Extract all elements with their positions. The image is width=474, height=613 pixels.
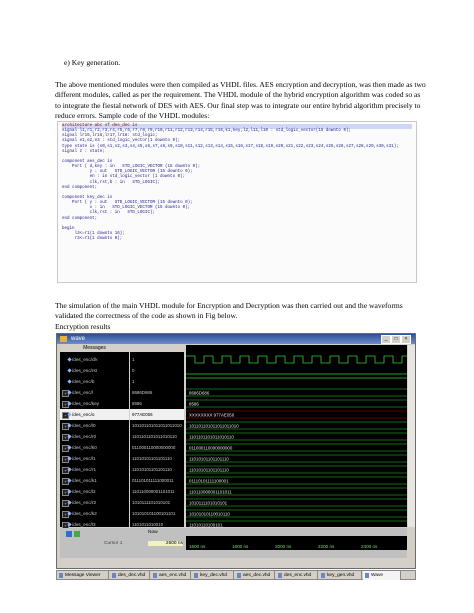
signal-diamond-icon [67, 379, 71, 383]
signal-diamond-icon [67, 511, 71, 515]
bus-value-label: 10101010110010110 [189, 511, 230, 517]
expand-icon[interactable]: + [62, 434, 69, 441]
time-tick-label: 2200 ns [318, 544, 335, 549]
bus-value-label: 11010101101101110 [189, 456, 229, 462]
file-icon [112, 573, 116, 578]
editor-tab[interactable] [192, 571, 234, 580]
expand-icon[interactable]: + [62, 500, 69, 507]
editor-tab[interactable] [276, 571, 318, 580]
signal-name: /des_enc/r0 [72, 434, 97, 439]
code-line: type state is (s0,s1,s2,s3,s4,s5,s6,s7,s8,s9,s10,s11,s12,s13,s14,s15,s16,s17,s18,s19,s20,s21,s22,s23,s24,s25,s26,s27,s28,s29,s30,s31); [62, 144, 399, 149]
signal-diamond-icon [67, 478, 71, 482]
signal-name: /des_enc/k0 [72, 445, 97, 450]
editor-tab[interactable] [319, 571, 362, 580]
signal-name: /des_enc/r2 [72, 500, 97, 505]
tab-label: aes_enc.vhd [159, 573, 187, 578]
time-tick-label: 1800 ns [232, 544, 249, 549]
file-icon [278, 573, 282, 578]
signal-value: 11010101101101110 [132, 467, 172, 472]
minimize-icon[interactable]: _ [381, 335, 391, 344]
paragraph-simulation: The simulation of the main VHDL module for Encryption and Decryption was then carried out and the waveforms validated the correctness of the code as shown in Fig below. [55, 301, 403, 321]
signal-row[interactable] [60, 508, 129, 519]
file-icon [153, 573, 157, 578]
bus-value-label: 11010101101101110 [189, 467, 229, 473]
time-tick-label: 1600 ns [189, 544, 206, 549]
editor-tab-bar [56, 570, 416, 580]
signal-name: /des_enc/l3 [72, 522, 96, 527]
bus-value-label: 101101101011011011010 [189, 423, 239, 429]
signal-name: /des_enc/k1 [72, 478, 97, 483]
signal-row[interactable] [60, 497, 129, 508]
waveform-plot[interactable] [186, 345, 407, 527]
paragraph-modules: The above mentioned modules were then compiled as VHDL files. AES encryption and decryption, was then made as two different modules, called as per the requirement. The VHDL module of the hybrid encryption algorithm was coded so as to integrate the fiestal network of DES with AES. Our final step was to integrate our entire hybrid algorithm precisely to reduce errors. Sample code of the VHDL modules: [55, 80, 426, 121]
signal-value: 1 [132, 379, 135, 384]
signal-name: /des_enc/k2 [72, 511, 97, 516]
tab-label: Message Viewer [65, 573, 101, 578]
vertical-scrollbar[interactable] [408, 345, 415, 527]
code-line: component aes_dec is [62, 159, 113, 164]
signal-value: 1 [132, 357, 135, 362]
signal-diamond-icon [67, 522, 71, 526]
editor-tab[interactable] [57, 571, 109, 580]
signal-value: 8586 [132, 401, 142, 406]
expand-icon[interactable]: + [62, 522, 69, 529]
expand-icon[interactable]: + [62, 478, 69, 485]
signal-name: /des_enc/key [72, 401, 100, 406]
bus-value-label: 1101101101011010110 [189, 434, 234, 440]
bus-value-label: 110110000001101011 [189, 489, 232, 495]
bus-value-label: 011000110000000000 [189, 445, 233, 451]
lock-icon[interactable] [74, 531, 80, 537]
now-value: 2500 ns [148, 541, 183, 546]
code-line: architecture abc of des_dec is [62, 124, 412, 129]
signal-diamond-icon [67, 390, 71, 394]
code-line: y : out STD_LOGIC_VECTOR (15 downto 0); [62, 170, 193, 175]
signal-diamond-icon [67, 401, 71, 405]
signal-name: /des_enc/l1 [72, 456, 96, 461]
expand-icon[interactable]: + [62, 412, 69, 419]
signal-row[interactable] [60, 376, 129, 387]
values-header [130, 345, 184, 352]
maximize-icon[interactable]: □ [391, 335, 401, 344]
tab-label: key_dec.vhd [200, 573, 227, 578]
code-line: clk,rst : in STD_LOGIC); [62, 211, 155, 216]
signal-row[interactable] [60, 475, 129, 486]
signal-diamond-icon [67, 368, 71, 372]
tab-label: des_enc.vhd [284, 573, 312, 578]
signal-row[interactable] [60, 398, 129, 409]
signal-diamond-icon [67, 445, 71, 449]
signal-values-pane [130, 345, 184, 527]
now-label: Now [148, 530, 158, 535]
signal-diamond-icon [67, 423, 71, 427]
tab-label: Wave [371, 573, 384, 578]
code-line: component key_dec is [62, 195, 113, 200]
expand-icon[interactable]: + [62, 390, 69, 397]
signal-row[interactable] [60, 442, 129, 453]
time-tick-label: 2400 ns [361, 544, 378, 549]
signal-diamond-icon [67, 357, 71, 361]
expand-icon[interactable]: + [62, 456, 69, 463]
signal-name: /des_enc/l2 [72, 489, 96, 494]
signal-diamond-icon [67, 434, 71, 438]
file-icon [59, 573, 63, 578]
signal-value: 011101011111000011 [132, 478, 174, 483]
tab-label: des_dec.vhd [118, 573, 146, 578]
signal-value: 1010111101010101 [132, 500, 171, 505]
code-line: signal lr15,lr16,lr17,lr18: std_logic; [62, 134, 158, 139]
waveform-svg [186, 345, 407, 527]
wave-title-bar [57, 334, 415, 344]
signal-value: 1101011010010 [132, 522, 164, 527]
signal-name: /des_enc/r1 [72, 467, 97, 472]
code-line: end component; [62, 216, 98, 221]
wave-app-icon [60, 336, 67, 342]
signal-diamond-icon [67, 500, 71, 504]
bus-value-label: 11010110100101 [189, 522, 223, 527]
signal-name: /des_enc/o [72, 412, 95, 417]
signal-row[interactable] [60, 420, 129, 431]
bus-value-label: XXXXXXXX 977AE056 [189, 412, 235, 418]
signal-name: /des_enc/clk [72, 357, 98, 362]
bus-value-label: 8586 [189, 401, 199, 407]
code-line: begin [62, 226, 75, 231]
file-icon [194, 573, 198, 578]
close-icon[interactable]: × [401, 335, 411, 344]
code-line: signal e1,e2,e3 : std_logic_vector(1 downto 0); [62, 139, 181, 144]
signal-diamond-icon [67, 489, 71, 493]
tab-label: aes_dec.vhd [243, 573, 271, 578]
code-line: signal z : state; [62, 149, 105, 154]
file-icon [365, 573, 369, 578]
signal-value: 8686D686 [132, 390, 153, 395]
code-line: Port ( d,key : in STD_LOGIC_VECTOR (15 downto 0); [62, 165, 201, 170]
signal-name: /des_enc/l [72, 390, 93, 395]
signal-value: 011000110000000000 [132, 445, 176, 450]
wave-window [56, 333, 416, 569]
encryption-results-title: Encryption results [55, 322, 111, 331]
signal-row[interactable] [60, 486, 129, 497]
cursor-label: Cursor 1 [104, 541, 123, 546]
section-heading: e) Key generation. [64, 58, 121, 67]
signal-diamond-icon [67, 467, 71, 471]
signal-row[interactable] [60, 365, 129, 376]
expand-icon[interactable]: + [62, 511, 69, 518]
code-line: l3<=r1(1 downto 16); [62, 231, 125, 236]
code-line: end component; [62, 185, 98, 190]
bus-value-label: 1010111101010101 [189, 500, 228, 506]
editor-tab[interactable] [151, 571, 191, 580]
signal-value: 977AE056 [130, 409, 184, 420]
code-line: en : in std_logic_vector (1 downto 0); [62, 175, 186, 180]
signal-name: /des_enc/l0 [72, 423, 96, 428]
bus-value-label: 8686D686 [189, 390, 210, 396]
signal-names-pane [60, 345, 129, 527]
signal-name: /des_enc/b [72, 379, 95, 384]
signal-diamond-icon [67, 412, 71, 416]
signal-row[interactable] [60, 409, 129, 420]
tab-label: key_gen.vhd [327, 573, 355, 578]
signal-value: 0 [132, 368, 135, 373]
expand-icon[interactable]: + [62, 489, 69, 496]
code-line: Port ( y : out STD_LOGIC_VECTOR (15 downto 0); [62, 201, 193, 206]
signal-row[interactable] [60, 464, 129, 475]
signal-name: /des_enc/rst [72, 368, 98, 373]
time-scale [186, 536, 407, 550]
code-line: r3<=r1(1 downto 0); [62, 237, 123, 242]
messages-header: Messages [60, 345, 129, 352]
editor-tab[interactable] [235, 571, 275, 580]
file-icon [321, 573, 325, 578]
expand-icon[interactable]: + [62, 467, 69, 474]
wave-footer [60, 528, 407, 558]
expand-icon[interactable]: + [62, 423, 69, 430]
signal-value: 110110000001101011 [132, 489, 175, 494]
signal-row[interactable] [60, 387, 129, 398]
signal-value: 101010101100101101 [132, 511, 176, 516]
expand-icon[interactable]: + [62, 401, 69, 408]
bus-value-label: 01110101111100001 [189, 478, 229, 484]
expand-icon[interactable]: + [62, 445, 69, 452]
file-icon [237, 573, 241, 578]
vhdl-code-block [57, 121, 417, 283]
editor-tab[interactable] [363, 571, 401, 580]
signal-row[interactable] [60, 431, 129, 442]
code-line: x : in STD_LOGIC_VECTOR (15 downto 0); [62, 206, 191, 211]
signal-diamond-icon [67, 456, 71, 460]
zoom-icon[interactable] [66, 531, 72, 537]
signal-row[interactable] [60, 354, 129, 365]
wave-title-text: wave [71, 336, 86, 342]
signal-value: 11010101101101110 [132, 456, 172, 461]
signal-value: 1101101101011010110 [132, 434, 177, 439]
signal-value: 101101101011011011010 [132, 423, 182, 428]
clk-waveform [186, 356, 407, 363]
code-line: clk,rst,b : in STD_LOGIC); [62, 180, 161, 185]
code-line: signal l1,r1,r2,r3,r4,r5,r6,r7,r8,r9,r10,r11,r12,r13,r14,r15,r16,k1,key,l2,l11,l10 : std_logic_vector(15 downto 0); [62, 129, 351, 134]
signal-row[interactable] [60, 453, 129, 464]
time-tick-label: 2000 ns [275, 544, 292, 549]
editor-tab[interactable] [110, 571, 150, 580]
